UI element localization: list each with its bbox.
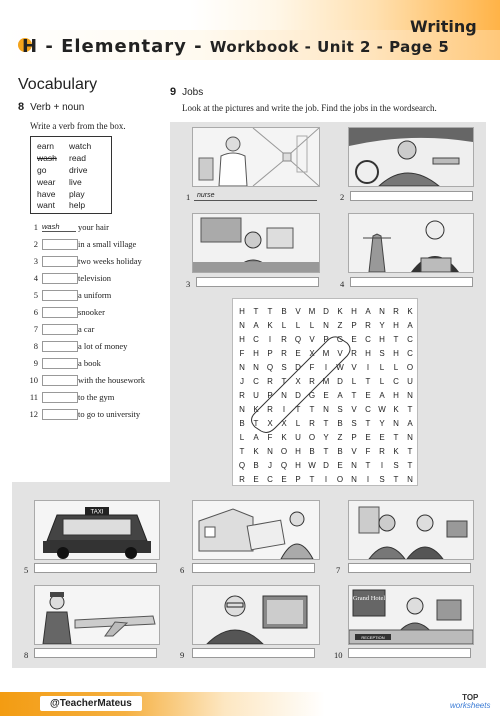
- answer-field[interactable]: [42, 409, 78, 420]
- wordsearch-cell[interactable]: R: [239, 390, 245, 400]
- wordsearch-cell[interactable]: V: [337, 348, 343, 358]
- wordsearch-cell[interactable]: H: [295, 460, 301, 470]
- picture-number: 1: [186, 192, 191, 202]
- wordsearch-cell[interactable]: D: [295, 362, 301, 372]
- word-box-item: watch: [69, 141, 92, 151]
- wordsearch-cell[interactable]: E: [365, 390, 371, 400]
- wordsearch-cell[interactable]: R: [309, 418, 315, 428]
- wordsearch-cell[interactable]: D: [337, 376, 343, 386]
- picture-number: 5: [24, 565, 29, 575]
- item-number: 2: [33, 239, 38, 249]
- wordsearch-cell[interactable]: H: [393, 348, 399, 358]
- wordsearch-cell[interactable]: W: [336, 362, 344, 372]
- exercise-9-heading: [170, 86, 203, 98]
- wordsearch-cell[interactable]: B: [253, 460, 259, 470]
- exercise-9-number: 9: [170, 86, 177, 98]
- wordsearch-cell[interactable]: X: [295, 376, 301, 386]
- exercise-8-instruction: Write a verb from the box.: [30, 121, 126, 131]
- wordsearch-cell[interactable]: L: [309, 320, 315, 330]
- topworksheets-logo: [450, 694, 490, 710]
- page-title: [22, 36, 449, 57]
- item-number: 3: [33, 256, 38, 266]
- wordsearch-cell[interactable]: A: [379, 390, 385, 400]
- wordsearch-cell[interactable]: H: [393, 320, 399, 330]
- answer-field[interactable]: [42, 341, 78, 352]
- wordsearch-cell[interactable]: T: [239, 446, 245, 456]
- wordsearch-cell[interactable]: S: [379, 348, 385, 358]
- wordsearch-cell[interactable]: T: [309, 404, 315, 414]
- wordsearch-cell[interactable]: A: [365, 306, 371, 316]
- item-number: 7: [33, 324, 38, 334]
- picture-number: 6: [180, 565, 185, 575]
- wordsearch-cell[interactable]: K: [253, 446, 259, 456]
- wordsearch-cell[interactable]: P: [295, 474, 301, 484]
- wordsearch-cell[interactable]: L: [295, 418, 301, 428]
- wordsearch-cell[interactable]: H: [351, 306, 357, 316]
- answer-field[interactable]: [42, 375, 78, 386]
- section-brand: Writing: [410, 17, 477, 36]
- author-handle: @TeacherMateus: [40, 696, 142, 711]
- item-number: 4: [33, 273, 38, 283]
- wordsearch-cell[interactable]: N: [239, 362, 245, 372]
- job-answer-field[interactable]: [348, 563, 471, 573]
- wordsearch-cell[interactable]: P: [267, 348, 273, 358]
- wordsearch-cell[interactable]: U: [253, 390, 259, 400]
- wordsearch-cell[interactable]: U: [407, 376, 413, 386]
- wordsearch-cell[interactable]: H: [365, 348, 371, 358]
- item-text: television: [78, 273, 112, 283]
- wordsearch-cell[interactable]: T: [407, 460, 413, 470]
- wordsearch-cell[interactable]: A: [337, 390, 343, 400]
- wordsearch-cell[interactable]: T: [365, 460, 371, 470]
- wordsearch-cell[interactable]: X: [309, 348, 315, 358]
- item-text: a book: [78, 358, 101, 368]
- wordsearch-cell[interactable]: E: [295, 348, 301, 358]
- wordsearch-cell[interactable]: D: [295, 390, 301, 400]
- job-answer-field[interactable]: [196, 277, 319, 287]
- wordsearch-cell[interactable]: H: [253, 348, 259, 358]
- wordsearch-row: [235, 332, 417, 346]
- answer-field[interactable]: [42, 324, 78, 335]
- item-text: a lot of money: [78, 341, 128, 351]
- wordsearch-cell[interactable]: K: [393, 404, 399, 414]
- logo-bottom: worksheets: [450, 701, 491, 710]
- wordsearch-cell[interactable]: K: [393, 446, 399, 456]
- wordsearch-cell[interactable]: N: [351, 460, 357, 470]
- job-answer-field[interactable]: [34, 563, 157, 573]
- wordsearch-cell[interactable]: A: [253, 432, 259, 442]
- wordsearch-cell[interactable]: Q: [280, 460, 288, 470]
- wordsearch-cell[interactable]: B: [281, 306, 287, 316]
- wordsearch-cell[interactable]: L: [281, 320, 287, 330]
- wordsearch-cell[interactable]: T: [365, 418, 371, 428]
- wordsearch-cell[interactable]: N: [379, 306, 385, 316]
- wordsearch-cell[interactable]: K: [267, 320, 273, 330]
- wordsearch-row: [235, 304, 417, 318]
- wordsearch-row: [235, 374, 417, 388]
- wordsearch-cell[interactable]: T: [267, 306, 273, 316]
- picture-architect: [192, 500, 320, 560]
- wordsearch-row: [235, 472, 417, 486]
- wordsearch-cell[interactable]: J: [240, 376, 244, 386]
- wordsearch-cell[interactable]: N: [323, 320, 329, 330]
- job-answer-field[interactable]: [192, 563, 315, 573]
- wordsearch-grid: [235, 304, 417, 486]
- picture-driver: [348, 127, 474, 187]
- wordsearch-cell[interactable]: E: [379, 432, 385, 442]
- wordsearch-cell[interactable]: T: [393, 474, 399, 484]
- item-number: 11: [29, 392, 38, 402]
- exercise-8-heading: [18, 101, 84, 113]
- logo-top: TOP: [462, 693, 479, 702]
- wordsearch-cell[interactable]: J: [268, 460, 272, 470]
- word-box-item: have: [37, 189, 56, 199]
- wordsearch-cell[interactable]: Q: [238, 460, 246, 470]
- wordsearch-cell[interactable]: V: [309, 334, 315, 344]
- wordsearch-cell[interactable]: N: [239, 404, 245, 414]
- wordsearch-cell[interactable]: T: [323, 418, 329, 428]
- wordsearch-cell[interactable]: C: [407, 348, 413, 358]
- wordsearch-row: [235, 360, 417, 374]
- item-number: 12: [29, 409, 38, 419]
- wordsearch-cell[interactable]: Y: [379, 418, 385, 428]
- wordsearch-cell[interactable]: C: [253, 334, 259, 344]
- wordsearch-cell[interactable]: I: [366, 474, 370, 484]
- wordsearch-cell[interactable]: L: [295, 320, 301, 330]
- wordsearch-cell[interactable]: C: [365, 334, 371, 344]
- wordsearch-cell[interactable]: I: [282, 404, 286, 414]
- wordsearch-cell[interactable]: K: [253, 404, 259, 414]
- wordsearch-cell[interactable]: H: [379, 334, 385, 344]
- wordsearch-cell[interactable]: G: [336, 334, 344, 344]
- word-box: [30, 136, 112, 214]
- word-box-item: read: [69, 153, 87, 163]
- wordsearch-cell[interactable]: K: [281, 432, 287, 442]
- wordsearch-row: [235, 416, 417, 430]
- wordsearch-cell[interactable]: F: [365, 446, 371, 456]
- item-text: a uniform: [78, 290, 112, 300]
- wordsearch-cell[interactable]: E: [365, 432, 371, 442]
- job-answer-field[interactable]: [350, 277, 473, 287]
- wordsearch-cell[interactable]: C: [253, 376, 259, 386]
- title-main: H - Elementary -: [22, 36, 203, 57]
- wordsearch-cell[interactable]: X: [267, 418, 273, 428]
- wordsearch-cell[interactable]: R: [281, 348, 287, 358]
- wordsearch-row: [235, 430, 417, 444]
- wordsearch-cell[interactable]: N: [407, 432, 413, 442]
- item-number: 8: [33, 341, 38, 351]
- item-number: 9: [33, 358, 38, 368]
- item-text: in a small village: [78, 239, 137, 249]
- wordsearch-cell[interactable]: S: [337, 404, 343, 414]
- wordsearch-cell[interactable]: R: [281, 334, 287, 344]
- word-box-item: play: [69, 189, 85, 199]
- job-answer-field[interactable]: nurse: [194, 192, 317, 201]
- wordsearch-cell[interactable]: U: [295, 432, 301, 442]
- wordsearch-cell[interactable]: T: [407, 404, 413, 414]
- wordsearch-cell[interactable]: L: [351, 376, 357, 386]
- wordsearch-cell[interactable]: N: [267, 446, 273, 456]
- wordsearch-cell[interactable]: N: [323, 404, 329, 414]
- wordsearch-cell[interactable]: T: [393, 334, 399, 344]
- picture-number: 7: [336, 565, 341, 575]
- wordsearch-cell[interactable]: N: [253, 362, 259, 372]
- wordsearch-cell[interactable]: H: [393, 390, 399, 400]
- picture-engineer: [192, 585, 320, 645]
- wordsearch-cell[interactable]: Y: [323, 432, 329, 442]
- wordsearch-cell[interactable]: R: [393, 306, 399, 316]
- answer-field[interactable]: [42, 239, 78, 250]
- picture-office-worker: [192, 213, 320, 273]
- word-box-item: want: [37, 200, 55, 210]
- wordsearch-cell[interactable]: Z: [337, 320, 343, 330]
- wordsearch-cell[interactable]: P: [267, 390, 273, 400]
- word-box-item: go: [37, 165, 47, 175]
- wordsearch-cell[interactable]: Y: [379, 320, 385, 330]
- wordsearch-cell[interactable]: N: [393, 418, 399, 428]
- wordsearch-cell[interactable]: O: [336, 474, 344, 484]
- picture-number: 4: [340, 279, 345, 289]
- item-text: two weeks holiday: [78, 256, 142, 266]
- word-box-item: earn: [37, 141, 55, 151]
- wordsearch-cell[interactable]: T: [323, 446, 329, 456]
- wordsearch-cell[interactable]: T: [309, 474, 315, 484]
- wordsearch-cell[interactable]: L: [379, 362, 385, 372]
- word-box-item: wear: [37, 177, 56, 187]
- wordsearch-cell[interactable]: R: [267, 376, 273, 386]
- item-text: your hair: [78, 222, 109, 232]
- wordsearch-cell[interactable]: I: [366, 362, 370, 372]
- wordsearch-cell[interactable]: R: [309, 376, 315, 386]
- answer-field[interactable]: wash: [42, 222, 76, 232]
- wordsearch-cell[interactable]: B: [337, 418, 343, 428]
- wordsearch-cell[interactable]: I: [324, 362, 328, 372]
- picture-taxi: [34, 500, 160, 560]
- wordsearch-cell[interactable]: I: [380, 460, 384, 470]
- wordsearch-cell[interactable]: V: [295, 306, 301, 316]
- wordsearch-cell[interactable]: T: [253, 418, 259, 428]
- item-text: snooker: [78, 307, 105, 317]
- wordsearch-cell[interactable]: T: [351, 390, 357, 400]
- wordsearch-cell[interactable]: E: [281, 474, 287, 484]
- picture-number: 8: [24, 650, 29, 660]
- job-answer-field[interactable]: [348, 648, 471, 658]
- job-answer-field[interactable]: [192, 648, 315, 658]
- wordsearch-cell[interactable]: M: [322, 376, 330, 386]
- item-text: to the gym: [78, 392, 115, 402]
- wordsearch-cell[interactable]: Z: [337, 432, 343, 442]
- wordsearch-cell[interactable]: R: [365, 320, 371, 330]
- answer-field[interactable]: [42, 392, 78, 403]
- wordsearch-cell[interactable]: N: [407, 390, 413, 400]
- answer-field[interactable]: [42, 273, 78, 284]
- wordsearch-cell[interactable]: X: [281, 418, 287, 428]
- wordsearch-cell[interactable]: E: [351, 334, 357, 344]
- wordsearch-cell[interactable]: I: [268, 334, 272, 344]
- wordsearch-cell[interactable]: T: [295, 404, 301, 414]
- wordsearch-cell[interactable]: T: [281, 376, 287, 386]
- exercise-8-number: 8: [18, 101, 25, 113]
- exercise-8-title: Verb + noun: [30, 102, 85, 113]
- wordsearch-cell[interactable]: S: [379, 474, 385, 484]
- wordsearch-cell[interactable]: C: [365, 404, 371, 414]
- wordsearch-cell[interactable]: Q: [266, 362, 274, 372]
- wordsearch-cell[interactable]: T: [365, 376, 371, 386]
- word-box-item: help: [69, 200, 86, 210]
- wordsearch-cell[interactable]: S: [393, 460, 399, 470]
- wordsearch-cell[interactable]: K: [337, 306, 343, 316]
- wordsearch-cell[interactable]: F: [267, 432, 273, 442]
- picture-receptionist: [348, 500, 474, 560]
- wordsearch-cell[interactable]: T: [253, 306, 259, 316]
- wordsearch-cell[interactable]: E: [323, 390, 329, 400]
- wordsearch-cell[interactable]: R: [351, 348, 357, 358]
- wordsearch-row: [235, 318, 417, 332]
- wordsearch-cell[interactable]: T: [393, 432, 399, 442]
- wordsearch-cell[interactable]: E: [337, 460, 343, 470]
- picture-number: 3: [186, 279, 191, 289]
- wordsearch-cell[interactable]: A: [407, 418, 413, 428]
- answer-field[interactable]: [42, 307, 78, 318]
- wordsearch-cell[interactable]: P: [351, 432, 357, 442]
- wordsearch-cell[interactable]: H: [239, 306, 245, 316]
- item-number: 6: [33, 307, 38, 317]
- wordsearch-cell[interactable]: D: [323, 460, 329, 470]
- wordsearch-cell[interactable]: F: [239, 348, 245, 358]
- answer-field[interactable]: [42, 256, 78, 267]
- wordsearch-row: [235, 388, 417, 402]
- wordsearch-cell[interactable]: N: [281, 390, 287, 400]
- wordsearch: [232, 298, 418, 486]
- wordsearch-cell[interactable]: L: [379, 376, 385, 386]
- wordsearch-cell[interactable]: W: [378, 404, 386, 414]
- wordsearch-cell[interactable]: B: [239, 418, 245, 428]
- wordsearch-cell[interactable]: M: [308, 306, 316, 316]
- item-number: 1: [33, 222, 38, 232]
- word-box-item: wash: [37, 153, 57, 163]
- taxi-sign: TAXI: [90, 509, 104, 516]
- wordsearch-cell[interactable]: O: [280, 446, 288, 456]
- word-box-item: drive: [69, 165, 88, 175]
- wordsearch-cell[interactable]: M: [322, 348, 330, 358]
- wordsearch-cell[interactable]: B: [337, 446, 343, 456]
- wordsearch-cell[interactable]: T: [407, 446, 413, 456]
- wordsearch-cell[interactable]: C: [393, 376, 399, 386]
- item-number: 5: [33, 290, 38, 300]
- wordsearch-cell[interactable]: C: [407, 334, 413, 344]
- wordsearch-cell[interactable]: L: [239, 432, 245, 442]
- picture-pilot: [34, 585, 160, 645]
- wordsearch-cell[interactable]: O: [308, 432, 316, 442]
- wordsearch-cell[interactable]: N: [239, 320, 245, 330]
- word-box-item: live: [69, 177, 82, 187]
- wordsearch-cell[interactable]: P: [323, 334, 329, 344]
- wordsearch-row: [235, 458, 417, 472]
- picture-hotel-reception: [348, 585, 474, 645]
- picture-judge: [348, 213, 474, 273]
- answer-field[interactable]: [42, 290, 78, 301]
- item-text: to go to university: [78, 409, 141, 419]
- section-heading: Vocabulary: [18, 76, 98, 93]
- hotel-sign: Grand Hotel: [352, 595, 386, 602]
- wordsearch-cell[interactable]: N: [407, 474, 413, 484]
- wordsearch-cell[interactable]: I: [324, 474, 328, 484]
- exercise-9-instruction: Look at the pictures and write the job. Find the jobs in the wordsearch.: [182, 103, 437, 113]
- wordsearch-cell[interactable]: G: [308, 390, 316, 400]
- wordsearch-cell[interactable]: F: [309, 362, 315, 372]
- wordsearch-cell[interactable]: V: [351, 404, 357, 414]
- item-number: 10: [29, 375, 38, 385]
- exercise-9-title: Jobs: [182, 87, 204, 98]
- wordsearch-cell[interactable]: D: [323, 306, 329, 316]
- reception-sign: RECEPTION: [361, 634, 385, 640]
- wordsearch-cell[interactable]: C: [267, 474, 273, 484]
- wordsearch-cell[interactable]: L: [393, 362, 399, 372]
- job-answer-field[interactable]: [350, 191, 473, 201]
- wordsearch-cell[interactable]: S: [351, 418, 357, 428]
- wordsearch-cell[interactable]: P: [351, 320, 357, 330]
- wordsearch-row: [235, 346, 417, 360]
- wordsearch-cell[interactable]: A: [407, 320, 413, 330]
- wordsearch-cell[interactable]: Q: [294, 334, 302, 344]
- wordsearch-cell[interactable]: B: [309, 446, 315, 456]
- answer-field[interactable]: [42, 358, 78, 369]
- wordsearch-cell[interactable]: H: [239, 334, 245, 344]
- wordsearch-cell[interactable]: H: [295, 446, 301, 456]
- wordsearch-cell[interactable]: E: [253, 474, 259, 484]
- wordsearch-cell[interactable]: R: [379, 446, 385, 456]
- picture-number: 2: [340, 192, 345, 202]
- wordsearch-cell[interactable]: R: [239, 474, 245, 484]
- wordsearch-cell[interactable]: K: [407, 306, 413, 316]
- wordsearch-row: [235, 402, 417, 416]
- wordsearch-cell[interactable]: N: [351, 474, 357, 484]
- item-text: with the housework: [78, 375, 146, 385]
- job-answer-field[interactable]: [34, 648, 157, 658]
- title-sub: Workbook - Unit 2 - Page 5: [209, 38, 450, 56]
- picture-nurse: [192, 127, 320, 187]
- wordsearch-cell[interactable]: R: [267, 404, 273, 414]
- wordsearch-cell[interactable]: S: [281, 362, 287, 372]
- wordsearch-row: [235, 444, 417, 458]
- wordsearch-cell[interactable]: V: [351, 362, 357, 372]
- wordsearch-cell[interactable]: V: [351, 446, 357, 456]
- item-text: a car: [78, 324, 95, 334]
- wordsearch-cell[interactable]: A: [253, 320, 259, 330]
- picture-number: 9: [180, 650, 185, 660]
- picture-number: 10: [334, 650, 343, 660]
- wordsearch-cell[interactable]: O: [406, 362, 414, 372]
- wordsearch-cell[interactable]: W: [308, 460, 316, 470]
